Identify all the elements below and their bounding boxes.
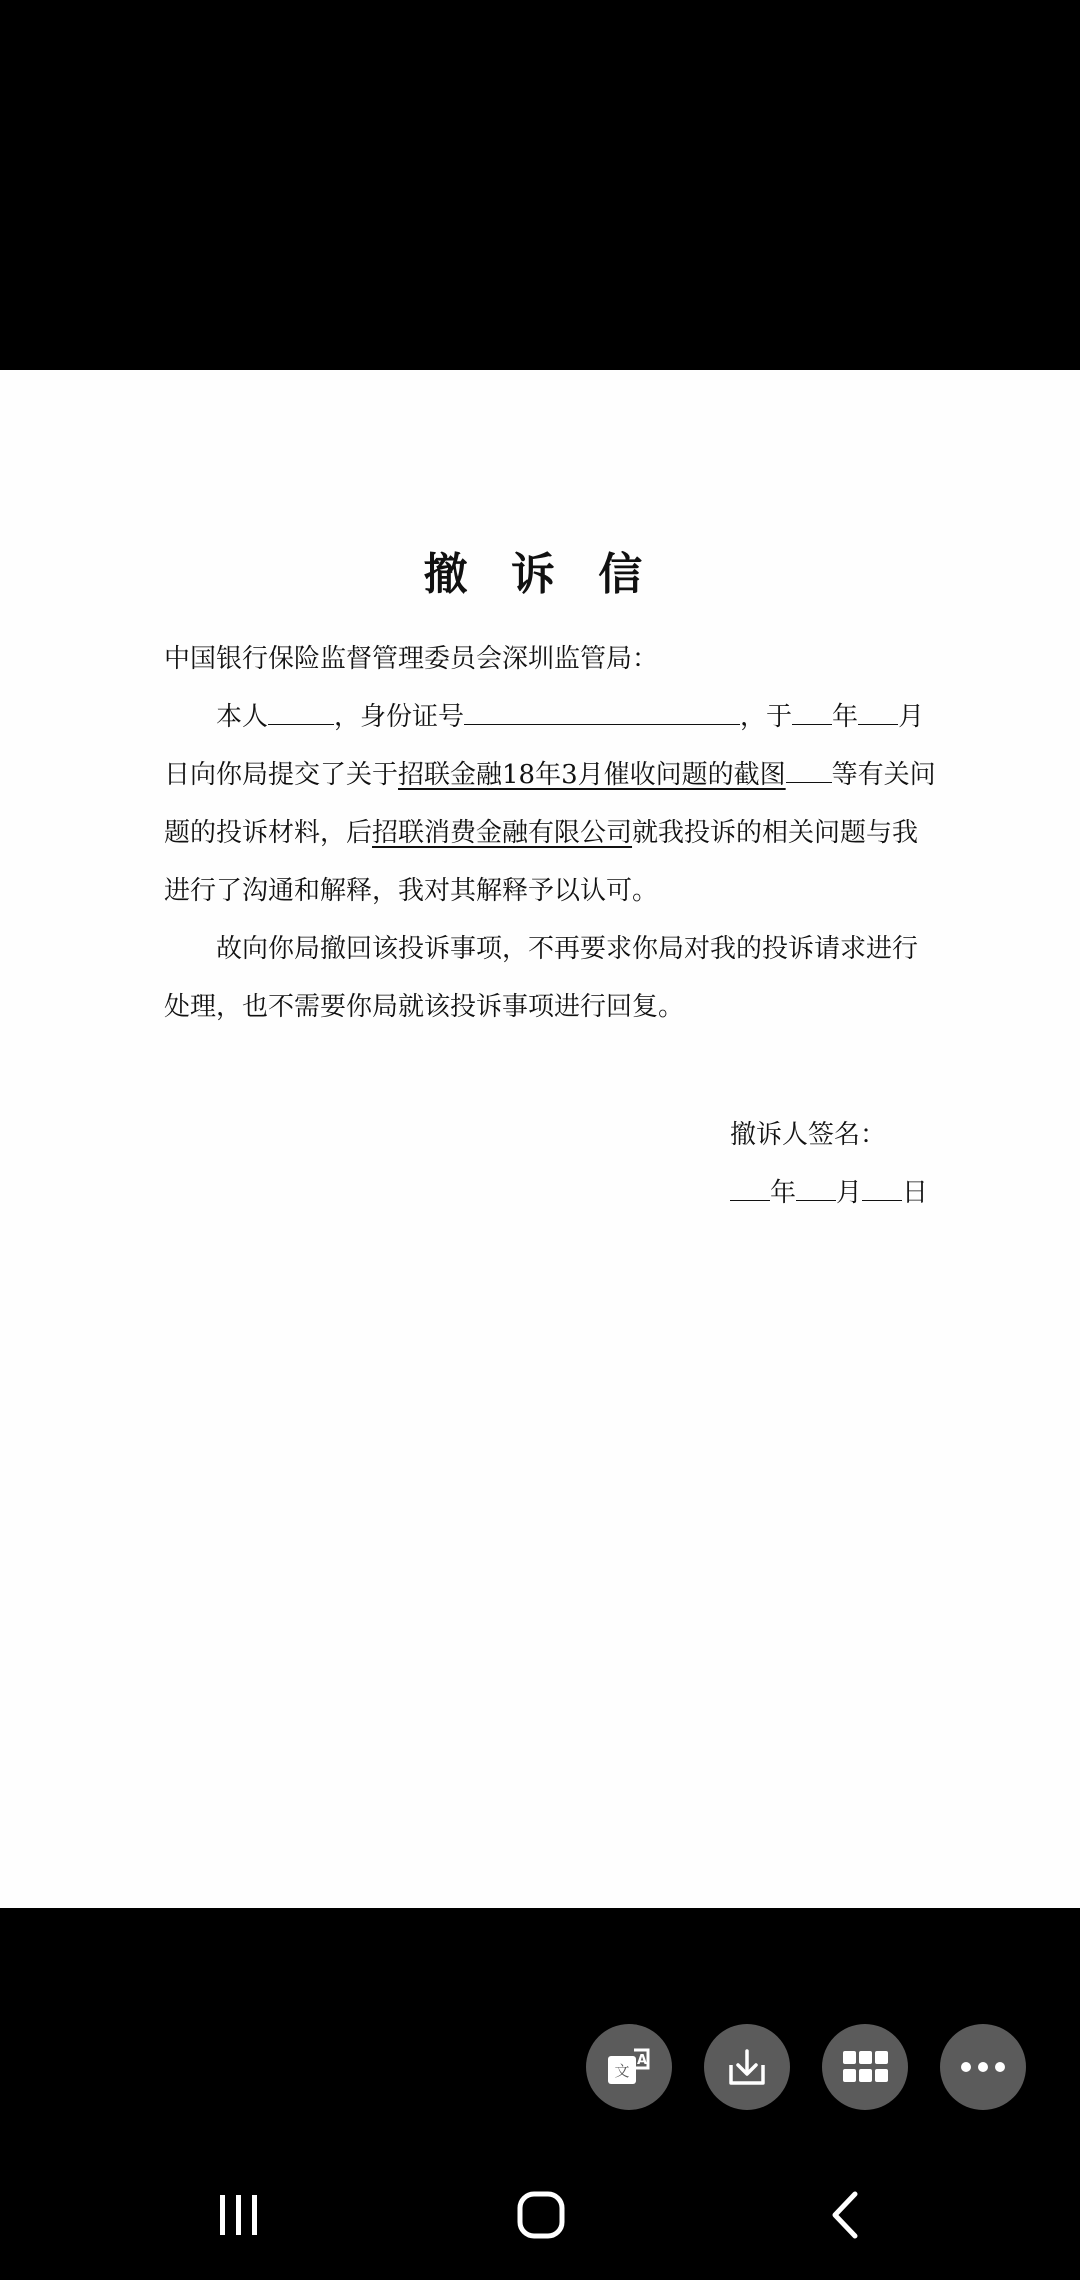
text-segment: 年 bbox=[832, 702, 859, 732]
translate-button[interactable] bbox=[586, 2024, 672, 2110]
date-year-label: 年 bbox=[770, 1178, 797, 1208]
text-segment: ，身份证号 bbox=[334, 702, 465, 732]
issue-fill-text: 招联金融18年3月催收问题的截图 bbox=[398, 760, 786, 790]
svg-text:A: A bbox=[636, 2053, 648, 2068]
name-blank bbox=[268, 694, 334, 725]
signature-block bbox=[730, 1106, 950, 1222]
text-segment: ，于 bbox=[740, 702, 793, 732]
document-title: 撤 诉 信 bbox=[423, 549, 657, 600]
text-segment: 本人 bbox=[216, 702, 269, 732]
grid-button[interactable] bbox=[822, 2024, 908, 2110]
company-fill-text: 招联消费金融有限公司 bbox=[372, 818, 633, 848]
back-icon bbox=[825, 2190, 865, 2240]
recent-apps-button[interactable] bbox=[194, 2170, 284, 2260]
document-body bbox=[164, 630, 936, 1036]
month-blank bbox=[858, 694, 898, 725]
text-segment: 就我投诉的相关问题与我进行了沟通和解释，我对其解释予以认可。 bbox=[164, 818, 919, 906]
year-blank bbox=[792, 694, 832, 725]
text-segment: 月日向你局提交了关于 bbox=[164, 702, 925, 790]
date-day-label: 日 bbox=[902, 1178, 929, 1208]
image-toolbar bbox=[0, 2024, 1080, 2112]
date-month-label: 月 bbox=[836, 1178, 863, 1208]
download-button[interactable] bbox=[704, 2024, 790, 2110]
translate-icon bbox=[604, 2042, 654, 2092]
paragraph-2: 故向你局撤回该投诉事项，不再要求你局对我的投诉请求进行处理，也不需要你局就该投诉事项进行回复。 bbox=[164, 934, 919, 1022]
back-button[interactable] bbox=[800, 2170, 890, 2260]
paragraph-1 bbox=[164, 688, 936, 920]
date-year-blank bbox=[730, 1170, 770, 1201]
signature-date bbox=[730, 1164, 950, 1222]
date-day-blank bbox=[862, 1170, 902, 1201]
id-number-blank bbox=[464, 694, 740, 725]
signature-label: 撤诉人签名： bbox=[730, 1120, 887, 1150]
date-month-blank bbox=[796, 1170, 836, 1201]
system-navigation-bar bbox=[0, 2170, 1080, 2260]
document-image[interactable] bbox=[0, 370, 1080, 1908]
download-icon bbox=[725, 2045, 769, 2089]
addressee: 中国银行保险监督管理委员会深圳监管局： bbox=[164, 644, 659, 674]
issue-tail-blank bbox=[786, 752, 832, 783]
home-icon bbox=[516, 2190, 566, 2240]
recent-apps-icon bbox=[214, 2193, 264, 2237]
grid-icon bbox=[841, 2049, 889, 2085]
text-segment: 等有关问题的投诉材料，后 bbox=[164, 760, 936, 848]
more-icon bbox=[960, 2061, 1006, 2073]
home-button[interactable] bbox=[496, 2170, 586, 2260]
more-options-button[interactable] bbox=[940, 2024, 1026, 2110]
svg-text:文: 文 bbox=[614, 2062, 630, 2080]
